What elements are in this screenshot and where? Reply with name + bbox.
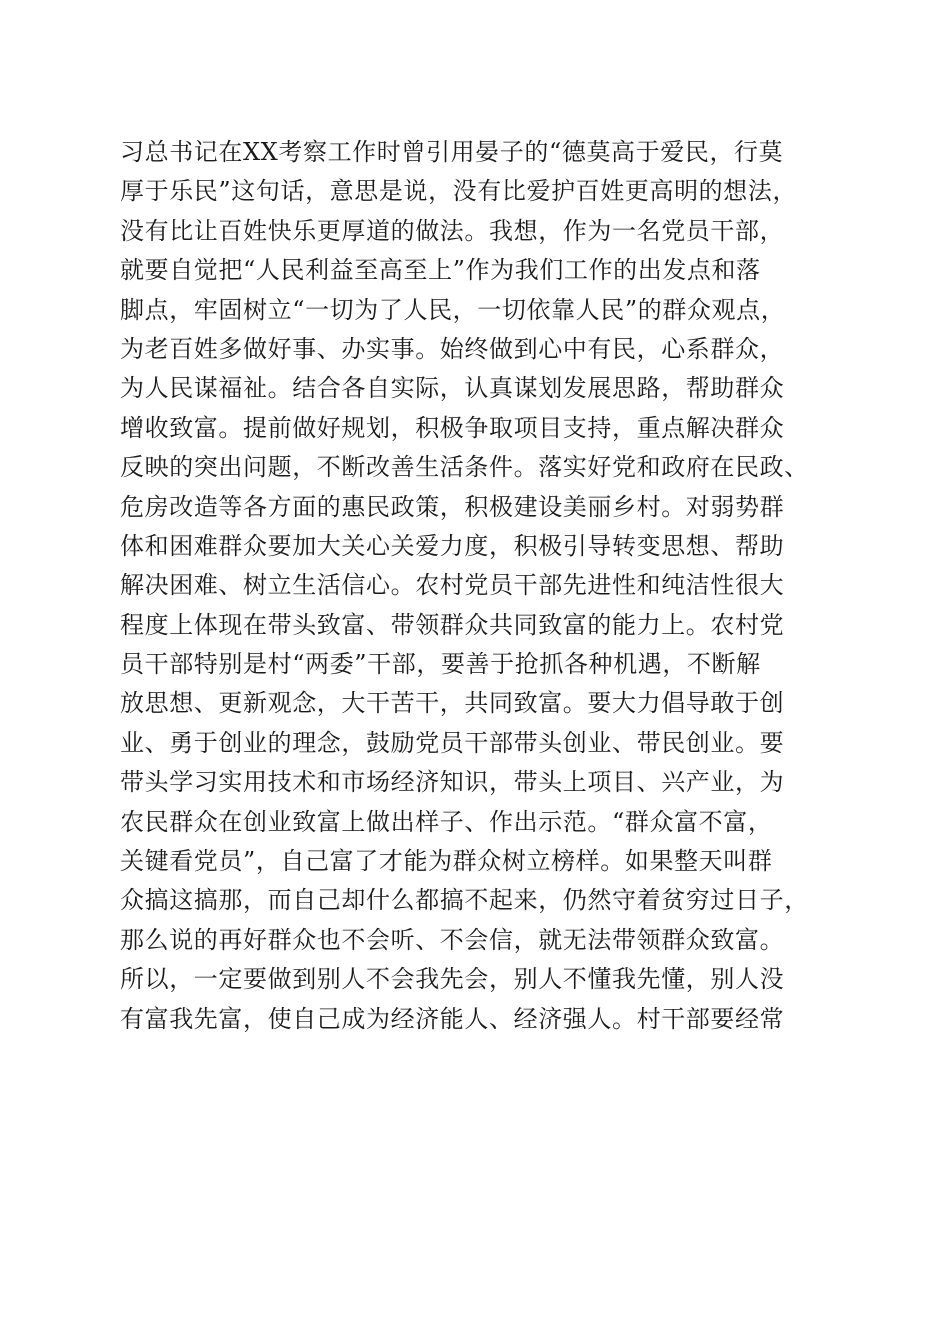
text-line-2: 厚于乐民”这句话，意思是说，没有比爱护百姓更高明的想法， <box>120 177 798 206</box>
body-paragraph <box>120 133 840 1039</box>
text-line-21: 那么说的再好群众也不会听、不会信，就无法带领群众致富。 <box>120 925 785 954</box>
text-line-11: 体和困难群众要加大关心关爱力度，积极引导转变思想、帮助 <box>120 531 785 560</box>
text-line-14: 员干部特别是村“两委”干部，要善于抢抓各种机遇，不断解 <box>120 650 761 679</box>
text-line-13: 程度上体现在带头致富、带领群众共同致富的能力上。农村党 <box>120 610 785 639</box>
text-line-5: 脚点，牢固树立“一切为了人民，一切依靠人民”的群众观点， <box>120 295 786 324</box>
text-line-8: 增收致富。提前做好规划，积极争取项目支持，重点解决群众 <box>120 413 785 442</box>
text-line-16: 业、勇于创业的理念，鼓励党员干部带头创业、带民创业。要 <box>120 728 785 757</box>
text-line-4: 就要自觉把“人民利益至高至上”作为我们工作的出发点和落 <box>120 256 761 285</box>
text-line-12: 解决困难、树立生活信心。农村党员干部先进性和纯洁性很大 <box>120 571 785 600</box>
text-line-10: 危房改造等各方面的惠民政策，积极建设美丽乡村。对弱势群 <box>120 492 785 521</box>
text-line-3: 没有比让百姓快乐更厚道的做法。我想，作为一名党员干部， <box>120 216 785 245</box>
text-line-20: 众搞这搞那，而自己却什么都搞不起来，仍然守着贫穷过日子， <box>120 886 809 915</box>
text-line-18: 农民群众在创业致富上做出样子、作出示范。“群众富不富， <box>120 807 773 836</box>
text-line-15: 放思想、更新观念，大干苦干，共同致富。要大力倡导敢于创 <box>120 689 785 718</box>
text-line-19: 关键看党员”，自己富了才能为群众树立榜样。如果整天叫群 <box>120 847 773 876</box>
text-line-9: 反映的突出问题，不断改善生活条件。落实好党和政府在民政、 <box>120 453 809 482</box>
text-line-17: 带头学习实用技术和市场经济知识，带头上项目、兴产业，为 <box>120 768 785 797</box>
text-line-23: 有富我先富，使自己成为经济能人、经济强人。村干部要经常 <box>120 1004 785 1033</box>
text-line-6: 为老百姓多做好事、办实事。始终做到心中有民，心系群众， <box>120 334 785 363</box>
text-line-22: 所以，一定要做到别人不会我先会，别人不懂我先懂，别人没 <box>120 965 785 994</box>
text-line-7: 为人民谋福祉。结合各自实际，认真谋划发展思路，帮助群众 <box>120 374 785 403</box>
text-line-1: 习总书记在XX考察工作时曾引用晏子的“德莫高于爱民，行莫 <box>120 138 784 166</box>
